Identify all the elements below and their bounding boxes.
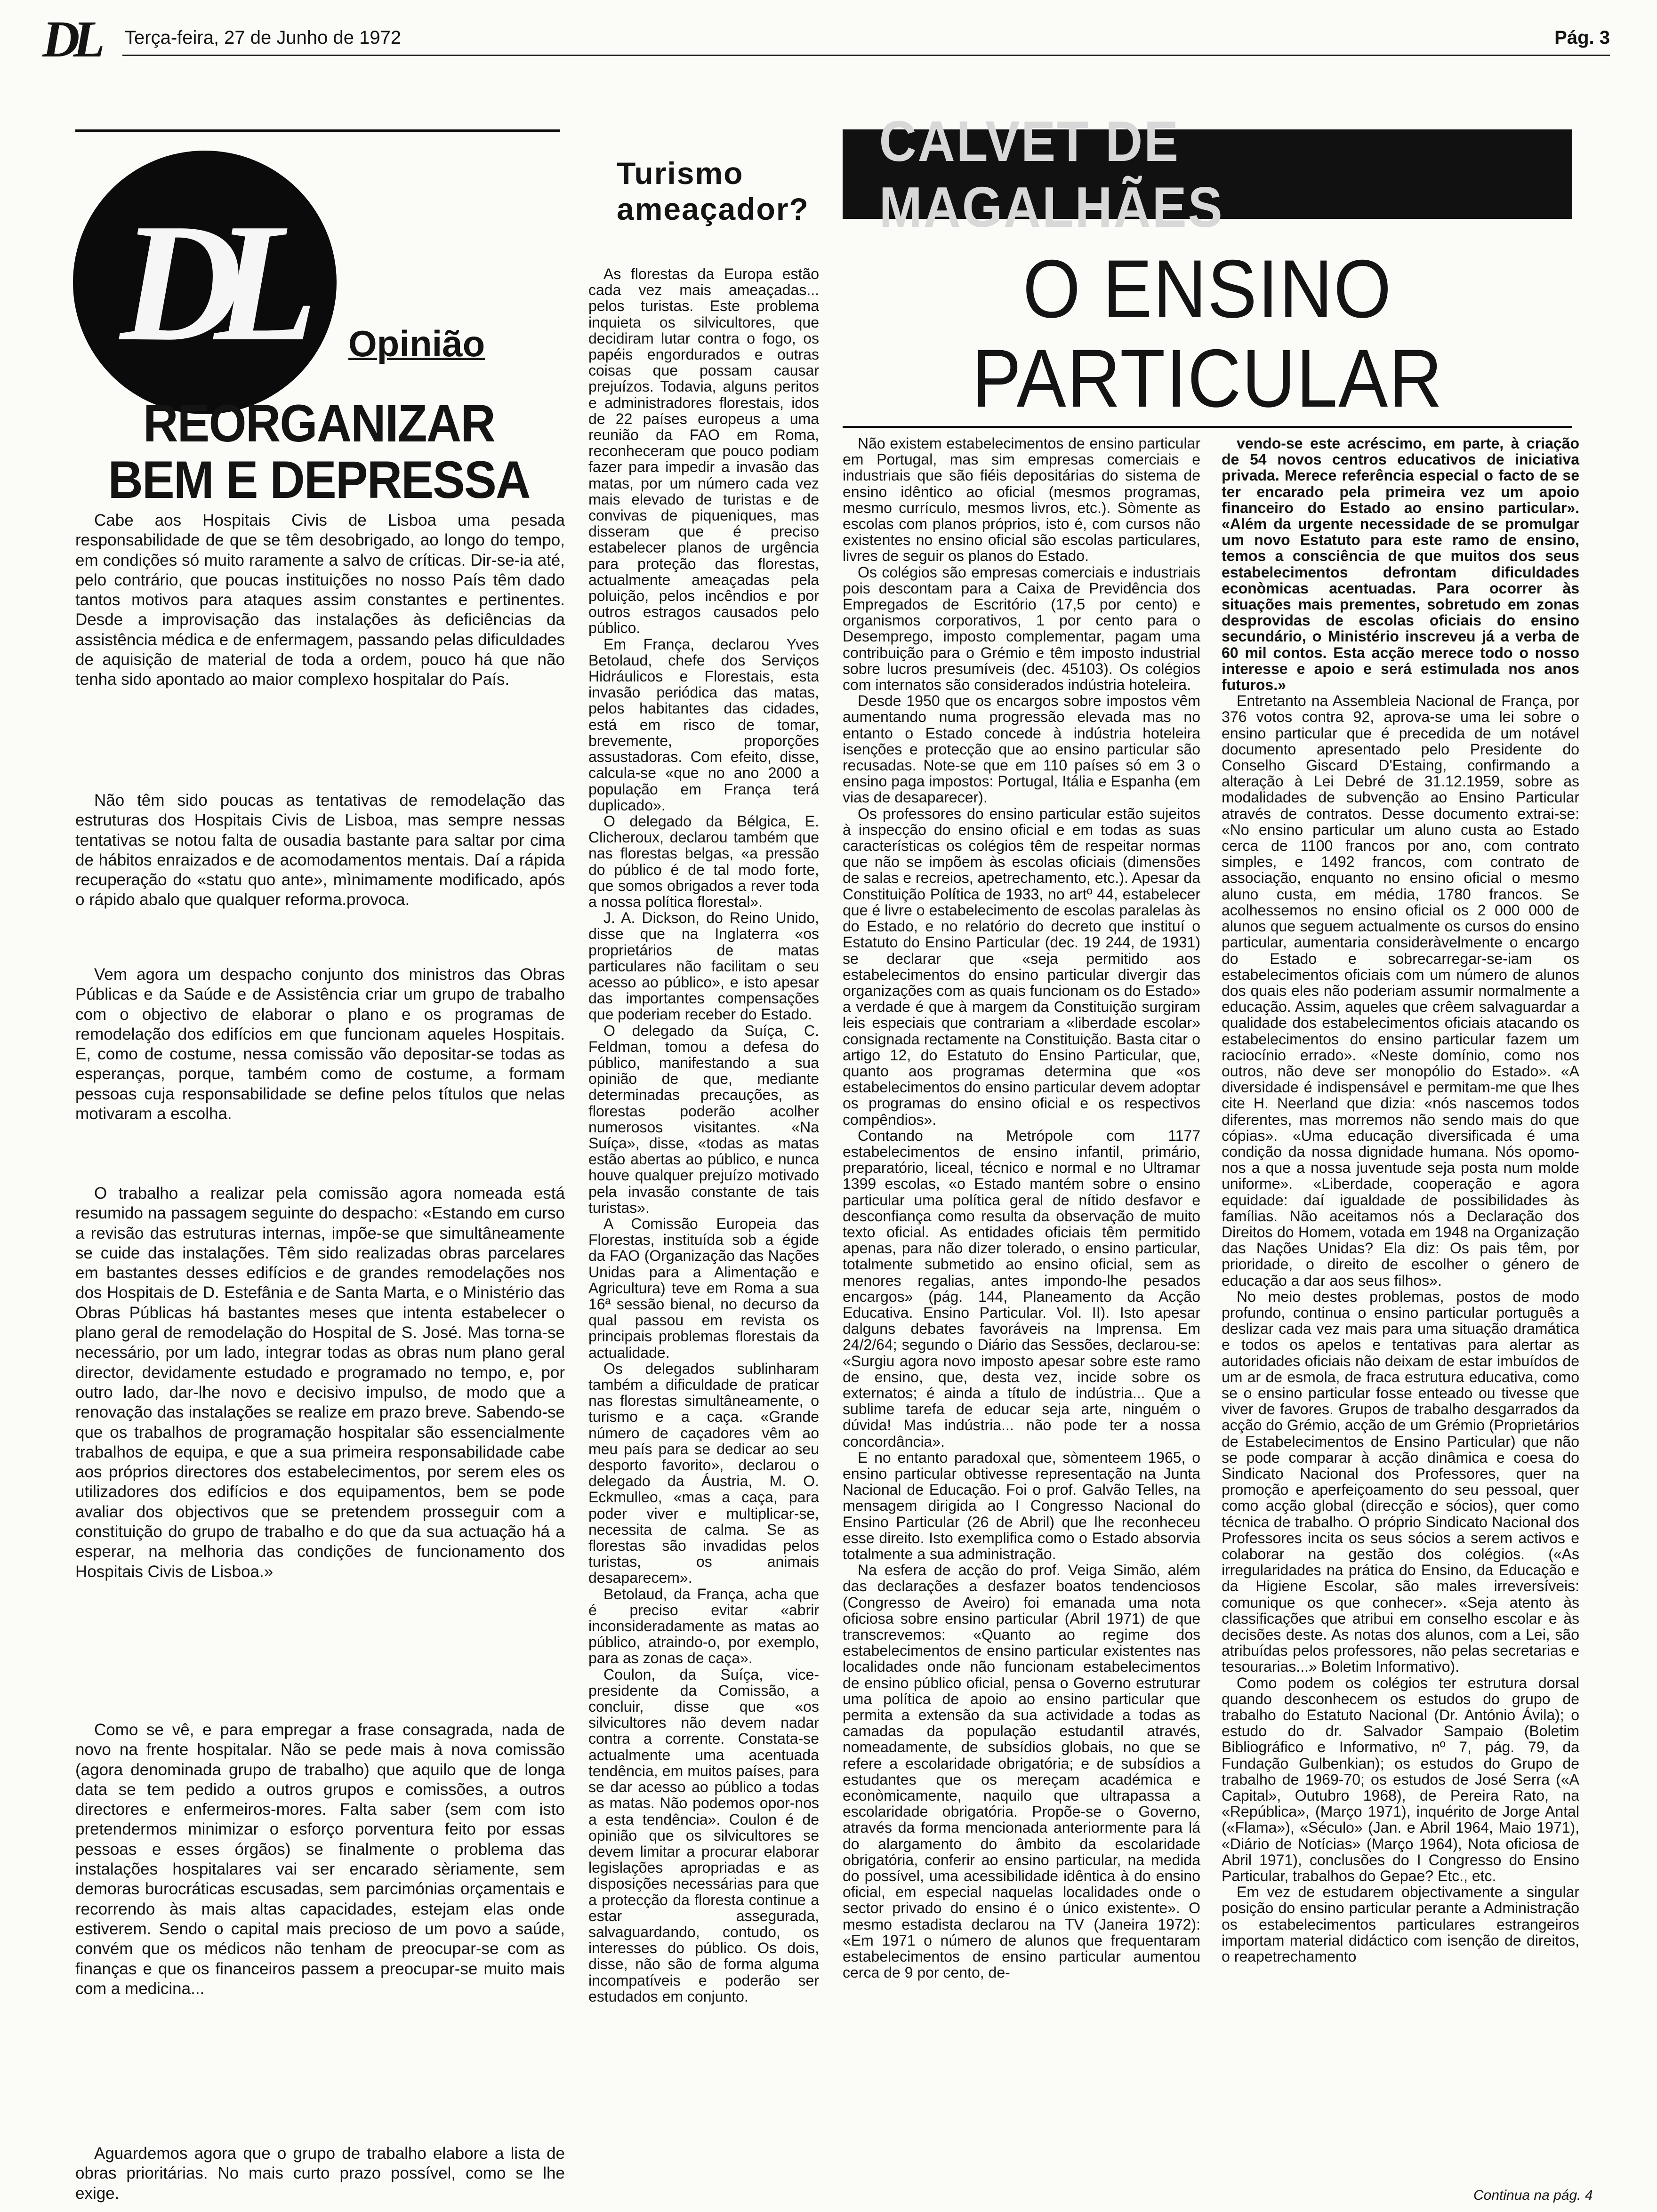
continued-note: Continua na pág. 4 — [1473, 2188, 1593, 2203]
turismo-paragraph: O delegado da Bélgica, E. Clicheroux, declarou também que nas florestas belgas, «a pressão do público é de tal modo forte, que somos obrigados a rever toda a nossa política florestal». — [588, 812, 819, 910]
turismo-paragraph: Betolaud, da França, acha que é preciso evitar «abrir inconsideradamente as matas ao público, atraindo-o, por exemplo, para as zonas de caça». — [588, 1585, 819, 1667]
opinion-paragraph: Aguardemos agora que o grupo de trabalho elabore a lista de obras prioritárias. No mais curto prazo possível, como se lhe exige. — [75, 2144, 565, 2203]
masthead-logo: DL — [42, 10, 98, 68]
article-paragraph: E no entanto paradoxal que, sòmenteem 1965, o ensino particular obtivesse representação na Junta Nacional de Educação. Foi o prof. Galvão Telles, na mensagem dirigida ao I Congresso Nacional do Ensino Particular (26 de Abril) que lhe reconheceu esse direito. Isto exemplifica como o Estado absorvia totalmente a sua administração. — [843, 1449, 1200, 1563]
author-banner — [843, 109, 1572, 239]
section-label-opiniao: Opinião — [348, 323, 485, 364]
opinion-paragraph: O trabalho a realizar pela comissão agora nomeada está resumido na passagem seguinte do despacho: «Estando em curso a revisão das estruturas internas, impõe-se que simultâneamente se cuide das instalações. Têm sido realizadas obras parcelares em bastantes desses edifícios e de grandes remodelações nos dos Hospitais de D. Estefânia e de Santa Marta, e o Ministério das Obras Públicas há bastantes meses que intenta estabelecer o plano geral de remodelação do Hospital de S. José. Mas torna-se necessário, por um lado, integrar todas as obras num plano geral director, devidamente estudado e programado no tempo, e, por outro lado, dar-lhe novo e decisivo impulso, de modo que a renovação das instalações se realize em prazo breve. Sabendo-se que os trabalhos de programação hospitalar são essencialmente trabalhos de equipa, e que a sua primeira responsabilidade cabe aos próprios directores dos estabelecimentos, por serem eles os utilizadores dos edifícios e dos equipamentos, bem se pode avaliar dos objectivos que se pretendem prosseguir com a constituição do grupo de trabalho e do que da sua actuação há a esperar, na melhoria das condições de funcionamento dos Hospitais Civis de Lisboa.» — [75, 1184, 565, 1581]
article-paragraph: vendo-se este acréscimo, em parte, à criação de 54 novos centros educativos de iniciativa privada. Merece referência especial o facto de se ter encarado pela primeira vez um apoio financeiro do Estado ao ensino particular». «Além da urgente necessidade de se promulgar um novo Estatuto para este ramo de ensino, temos a consciência de que muitos dos seus estabelecimentos defrontam dificuldades econòmicas acentuadas. Para ocorrer às situações mais prementes, sobretudo em zonas desprovidas de escolas oficiais do ensino secundário, o Ministério inscreveu já a verba de 60 mil contos. Esta acção merece todo o nosso interesse e apoio e será estimulada nos anos futuros.» — [1222, 435, 1579, 694]
article-paragraph: Os colégios são empresas comerciais e industriais pois descontam para a Caixa de Previdência dos Empregados de Escritório (17,5 por cento) e organismos corporativos, 1 por cento para o Desemprego, imposto complementar, pagam uma contribuição para o Grémio e têm imposto industrial sobre lucros presumíveis (dec. 45103). Os colégios com internatos são considerados indústria hoteleira. — [843, 563, 1200, 694]
opinion-paragraph: Como se vê, e para empregar a frase consagrada, nada de novo na frente hospitalar. Não se pede mais à nova comissão (agora denominada grupo de trabalho) que aquilo que de longa data se tem pedido a outros grupos e comissões, a outros directores e enfermeiros-mores. Falta saber (sem com isto pretendermos minimizar o esforço porventura feito por essas pessoas e esses órgãos) se finalmente o problema das instalações hospitalares vai ser encarado sèriamente, sem demoras burocráticas escusadas, sem parcimónias orçamentais e recorrendo às mais altas capacidades, estejam elas onde estiverem. Sendo o capital mais precioso de um povo a saúde, convém que os médicos não tenham de preocupar-se com as finanças e que os financeiros passem a preocupar-se muito mais com a medicina... — [75, 1721, 565, 1998]
headline-rule — [843, 426, 1572, 428]
turismo-paragraph: Em França, declarou Yves Betolaud, chefe dos Serviços Hidráulicos e Florestais, esta invasão periódica das matas, pelos habitantes das cidades, está em risco de tomar, brevemente, proporções assustadoras. Com efeito, disse, calcula-se «que no ano 2000 a população em França terá duplicado». — [588, 635, 819, 814]
article-column-a — [843, 435, 1200, 1981]
masthead — [42, 10, 1610, 70]
dl-logo: DL — [73, 151, 337, 414]
masthead-date: Terça-feira, 27 de Junho de 1972 — [125, 27, 402, 48]
page-number: Pág. 3 — [1554, 27, 1610, 48]
turismo-headline: Turismo ameaçador? — [617, 156, 809, 226]
article-paragraph: Na esfera de acção do prof. Veiga Simão, além das declarações a desfazer boatos tendenciosos (Congresso de Aveiro) foi emanada uma nota oficiosa sobre ensino particular (Abril 1971) de que transcrevemos: «Quanto ao regime dos estabelecimentos de ensino particular existentes nas localidades onde não funcionam estabelecimentos de ensino público oficial, pensa o Governo estruturar uma política de apoio ao ensino particular que permita a extensão da sua actividade a todas as camadas da população estudantil através, nomeadamente, de subsídios globais, no que se refere a escolaridade obrigatória; e de subsídios a estudantes que os mereçam académica e econòmicamente, naquilo que ultrapassa a escolaridade obrigatória. Propõe-se o Governo, através da forma mencionada anteriormente para lá do alargamento do âmbito da escolaridade obrigatória, conferir ao ensino particular, na medida do possível, uma acessibilidade idêntica à do ensino oficial, em especial naquelas localidades onde o sector privado do ensino é o único existente». O mesmo estadista declarou na TV (Janeira 1972): «Em 1971 o número de alunos que frequentaram estabelecimentos de ensino particular aumentou cerca de 9 por cento, de- — [843, 1562, 1200, 1981]
turismo-paragraph: A Comissão Europeia das Florestas, instituída sob a égide da FAO (Organização das Nações Unidas para a Alimentação e Agricultura) teve em Roma a sua 16ª sessão bienal, no decurso da qual passou em revista os principais problemas florestais da actualidade. — [588, 1215, 819, 1361]
turismo-paragraph: As florestas da Europa estão cada vez mais ameaçadas... pelos turistas. Este problema inquieta os silvicultores, que decidiram lutar contra o fogo, os papéis engordurados e outras coisas que possam causar prejuízos. Todavia, alguns peritos e administradores florestais, idos de 22 países europeus a uma reunião da FAO em Roma, reconheceram que pouco podiam fazer para impedir a invasão das matas, por um número cada vez mais elevado de turistas e de convivas de piqueniques, mas disseram que é preciso estabelecer planos de urgência para proteção das florestas, actualmente ameaçadas pela poluição, pelos incêndios e por outros estragos causados pelo público. — [588, 265, 819, 637]
article-paragraph: Em vez de estudarem objectivamente a singular posição do ensino particular perante a Administração os estabelecimentos particulares estrangeiros importam material didáctico com isenção de direitos, o reapetrechamento — [1222, 1883, 1579, 1965]
article-paragraph: Como podem os colégios ter estrutura dorsal quando desconhecem os estudos do grupo de trabalho do Estatuto Nacional (Dr. António Ávila); o estudo do dr. Salvador Sampaio (Boletim Bibliográfico e Informativo, nº 7, pág. 79, da Fundação Gulbenkian); os estudos do Grupo de trabalho de 1969-70; os estudos de José Serra («A Capital», Outubro 1968), de Pereira Rato, na «República», (Março 1971), inquérito de Jorge Antal («Flama»), «Século» (Jan. e Abril 1964, Maio 1971), «Diário de Notícias» (Março 1964), Nota oficiosa de Abril 1971), conclusões do I Congresso do Ensino Particular, trabalhos do Gepae? Etc., etc. — [1222, 1674, 1579, 1885]
opinion-paragraph: Vem agora um despacho conjunto dos ministros das Obras Públicas e da Saúde e de Assistência criar um grupo de trabalho com o objectivo de elaborar o plano e os programas de remodelação dos edifícios em que funcionam aqueles Hospitais. E, como de costume, nessa comissão vão depositar-se todas as esperanças, porque, também como de costume, a formam pessoas cuja responsabilidade se define pelos títulos que nelas motivaram a escolha. — [75, 965, 565, 1123]
article-paragraph: No meio destes problemas, postos de modo profundo, continua o ensino particular português a deslizar cada vez mais para uma situação dramática e todos os apelos e tentativas para alertar as autoridades oficiais não deixam de estar imbuídos de um ar de esmola, de fraca estrutura educativa, como se o ensino particular fosse enteado ou tivesse que viver de favores. Grupos de trabalho desgarrados da acção do Grémio, acção de um Grémio (Proprietários de Estabelecimentos de Ensino Particular) que não se pode comparar à acção dinâmica e coesa do Sindicato Nacional dos Professores, quer na promoção e aperfeiçoamento do seu pessoal, quer como acção global (direcção e sócios), quer como técnica de trabalho. O próprio Sindicato Nacional dos Professores incita os seus sócios a serem activos e colaborar na gestão dos colégios. («As irregularidades na prática do Ensino, da Educação e da Higiene Escolar, são males irreversíveis: comunique os que conhecer». «Seja atento às classificações que atribui em conselho escolar e às decisões deste. As notas dos alunos, com a Lei, são atribuídas pelos professores, não pelas secretarias e tesourarias...» Boletim Informativo). — [1222, 1288, 1579, 1675]
article-column-b — [1222, 435, 1579, 1964]
article-paragraph: Os professores do ensino particular estão sujeitos à inspecção do ensino oficial e em todas as suas características os colégios têm de respeitar normas que não se impõem às escolas oficiais (dimensões de salas e recreios, apetrechamento, etc.). Apesar da Constituição Política de 1933, no artº 44, estabelecer que é livre o estabelecimento de escolas paralelas às do Estado, e no relatório do decreto que instituí o Estatuto do Ensino Particular (dec. 19 244, de 1931) se declarar que «seja permitido aos estabelecimentos do ensino particular divergir das organizações com as quais funcionam os do Estado» a verdade é que à margem da Constituição surgiram leis especiais que contrariam a «liberdade escolar» consignada rectamente na Constituição. Basta citar o artigo 12, do Estatuto do Ensino Particular, que, quanto aos programas determina que «os estabelecimentos do ensino particular devem adoptar os programas do ensino oficial e os respectivos compêndios». — [843, 805, 1200, 1128]
turismo-article — [588, 266, 819, 2004]
turismo-paragraph: Coulon, da Suíça, vice-presidente da Comissão, a concluir, disse que «os silvicultores não devem nadar contra a corrente. Constata-se actualmente uma acentuada tendência, em muitos países, para se dar acesso ao público a todas as matas. Não podemos opor-nos a esta tendência». Coulon é de opinião que os silvicultores se devem limitar a procurar elaborar legislações apropriadas e as disposições necessárias para que a protecção da floresta continue a estar assegurada, salvaguardando, contudo, os interesses do público. Os dois, disse, não são de forma alguma incompatíveis e poderão ser estudados em conjunto. — [588, 1666, 819, 2005]
column-rule — [75, 129, 560, 132]
masthead-rule — [122, 55, 1610, 56]
turismo-paragraph: Os delegados sublinharam também a dificuldade de praticar nas florestas simultâneamente, o turismo e a caça. «Grande número de caçadores vêm ao meu país para se dedicar ao seu desporto favorito», declarou o delegado da Áustria, M. O. Eckmulleo, «mas a caça, para poder viver e multiplicar-se, necessita de calma. Se as florestas são invadidas pelos turistas, os animais desaparecem». — [588, 1360, 819, 1587]
article-paragraph: Desde 1950 que os encargos sobre impostos vêm aumentando numa progressão elevada mas no entanto o Estado concede à indústria hoteleira isenções e protecção que ao ensino particular são recusadas. Note-se que em 110 países só em 3 o ensino paga impostos: Portugal, Itália e Espanha (em vias de desaparecer). — [843, 692, 1200, 806]
article-paragraph: Não existem estabelecimentos de ensino particular em Portugal, mas sim empresas comerciais e industriais que são fiéis depositárias do sistema de ensino idêntico ao oficial (mesmos programas, mesmo currículo, mesmos livros, etc.). Sòmente as escolas com planos próprios, isto é, com cursos não existentes no ensino oficial são escolas particulares, livres de seguir os planos do Estado. — [843, 435, 1200, 565]
turismo-paragraph: J. A. Dickson, do Reino Unido, disse que na Inglaterra «os proprietários de matas particulares não facilitam o seu acesso ao público», e isto apesar das importantes compensações que poderiam receber do Estado. — [588, 909, 819, 1023]
opinion-paragraph: Não têm sido poucas as tentativas de remodelação das estruturas dos Hospitais Civis de Lisboa, mas sempre nessas tentativas se notou falta de ousadia bastante para saltar por cima de hábitos enraizados e de acomodamentos mentais. Daí a rápida recuperação do «statu quo ante», mìnimamente modificado, após o rápido abalo que qualquer reforma.provoca. — [75, 791, 565, 909]
author-name: CALVET DE MAGALHÃES — [879, 109, 1224, 239]
article-paragraph: Contando na Metrópole com 1177 estabelecimentos de ensino infantil, primário, preparatório, liceal, técnico e normal e no Ultramar 1399 escolas, «o Estado mantém sobre o ensino particular uma política geral de nítido desfavor e desconfiança como resulta da observação de muito texto oficial. As entidades oficiais têm permitido apenas, para não dizer tolerado, o ensino particular, totalmente submetido ao ensino oficial, sem as menores regalias, antes impondo-lhe pesados encargos» (pág. 144, Planeamento da Acção Educativa. Ensino Particular. Vol. II). Isto apesar dalguns debates favoráveis na Imprensa. Em 24/2/64; segundo o Diário das Sessões, declarou-se: «Surgiu agora novo imposto apesar sobre este ramo de ensino, que, desta vez, incide sobre os externatos; é ainda a título de indústria... Que a sublime tarefa de educar seja arte, ninguém o dúvida! Mas indústria... não pode ter a nossa concordância». — [843, 1127, 1200, 1450]
article-paragraph: Entretanto na Assembleia Nacional de França, por 376 votos contra 92, aprova-se uma lei sobre o ensino particular que é precedida de um notável documento apresentado pelo Presidente do Conselho Giscard D'Estaing, confirmando a alteração à Lei Debré de 31.12.1959, sobre as modalidades de subvenção ao Ensino Particular através de contratos. Desse documento extrai-se: «No ensino particular um aluno custa ao Estado cerca de 1100 francos por ano, com contrato simples, e 1492 francos, com contrato de associação, enquanto no ensino oficial o mesmo aluno custa, em média, 1780 francos. Se acolhessemos no ensino oficial os 2 000 000 de alunos que seguem actualmente os cursos do ensino particular, aumentaria consideràvelmente o encargo do Estado e sobrecarregar-se-iam os estabelecimentos oficiais com um número de alunos dos quais eles não poderiam assumir normalmente a educação. Assim, aqueles que crêem salvaguardar a qualidade dos estabelecimentos oficiais atacando os estabelecimentos do ensino particular fazem um raciocínio errado». «Neste domínio, como nos outros, não deve ser monopólio do Estado». «A diversidade é indispensável e permitam-me que lhes cite H. Neerland que dizia: «nós nascemos todos diferentes, mas morremos não sendo mais do que cópias». «Uma educação diversificada é uma condição da nossa dignidade humana. Nós opomo-nos a que a nossa juventude seja posta num molde uniforme». «Liberdade, cooperação e agora equidade: daí igualdade de possibilidades às famílias. Não aceitamos nós a Declaração dos Direitos do Homem, votada em 1948 na Organização das Nações Unidas? Ela diz: Os pais têm, por prioridade, o direito de escolher o género de educação a dar aos seus filhos». — [1222, 692, 1579, 1289]
opinion-headline: REORGANIZAR BEM E DEPRESSA — [108, 394, 530, 509]
opinion-paragraph: Cabe aos Hospitais Civis de Lisboa uma pesada responsabilidade de que se têm desobrigado, ao longo do tempo, em condições só muito raramente a salvo de críticas. Dir-se-ia até, pelo contrário, que poucas instituições no nosso País têm dado tantos motivos para ataques assim constantes e pertinentes. Desde a improvisação das instalações às deficiências da assistência médica e de enfermagem, passando pelas dificuldades de aquisição de material de toda a ordem, pouco há que não tenha sido apontado ao maior complexo hospitalar do País. — [75, 511, 565, 689]
turismo-paragraph: O delegado da Suíça, C. Feldman, tomou a defesa do público, manifestando a sua opinião de que, mediante determinadas precauções, as florestas poderão acolher numerosos visitantes. «Na Suíça», disse, «todas as matas estão abertas ao público, e nunca houve qualquer prejuízo motivado pela invasão constante de tais turistas». — [588, 1022, 819, 1216]
article-headline: O ENSINO PARTICULAR — [972, 243, 1443, 425]
